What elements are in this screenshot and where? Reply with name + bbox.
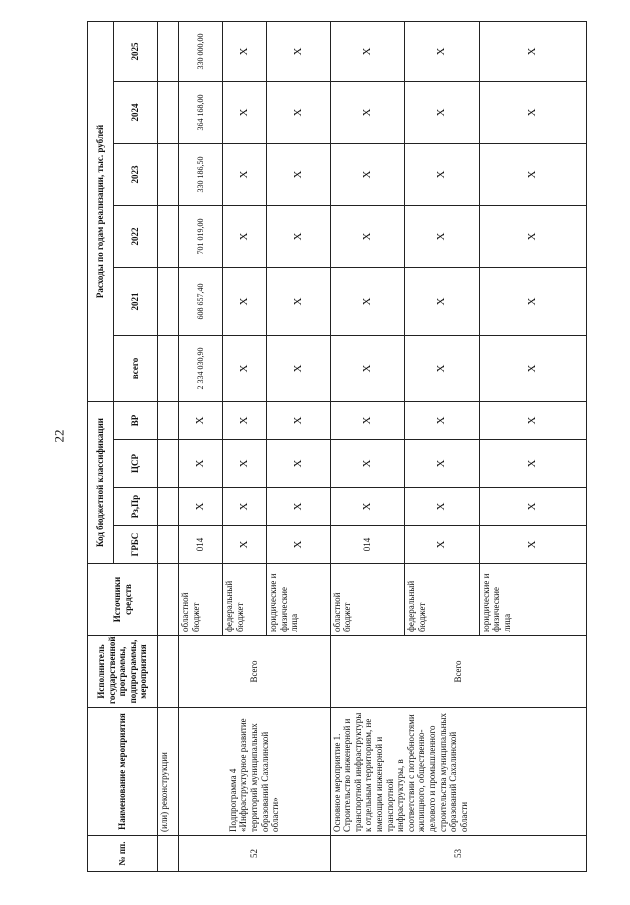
measure-name: Основное мероприятие 1. Строительство инженерной и транспортной инфраструктуры к отдельным территориям, не имеющим инженерной и транспортной инфраструктуры, в соответствии с потребностями жилищного, общественно-делового и промышленного строительства муниципальных образований Сахалинской области (330, 708, 587, 836)
total: Х (267, 335, 330, 401)
source: областной бюджет (330, 564, 405, 636)
continuation-name: (или) реконструкции (158, 708, 179, 836)
y2021: 608 657,40 (179, 267, 223, 335)
y2021: Х (405, 267, 480, 335)
y2024: Х (405, 81, 480, 143)
y2025: Х (479, 21, 586, 81)
csr: Х (405, 440, 480, 488)
y2024: Х (330, 81, 405, 143)
y2022: Х (267, 205, 330, 267)
header-budget-code: Код бюджетной классификации (88, 401, 114, 563)
y2021: Х (267, 267, 330, 335)
csr: Х (179, 440, 223, 488)
rzpr: Х (330, 488, 405, 526)
header-source: Источники средств (88, 564, 158, 636)
y2021: Х (223, 267, 267, 335)
source: юридические и физические лица (479, 564, 586, 636)
header-2024: 2024 (114, 81, 158, 143)
y2023: Х (330, 143, 405, 205)
header-2025: 2025 (114, 21, 158, 81)
y2021: Х (479, 267, 586, 335)
rzpr: Х (405, 488, 480, 526)
y2023: Х (223, 143, 267, 205)
source: юридические и физические лица (267, 564, 330, 636)
total: Х (223, 335, 267, 401)
rzpr: Х (267, 488, 330, 526)
y2022: Х (330, 205, 405, 267)
rzpr: Х (479, 488, 586, 526)
total: Х (405, 335, 480, 401)
y2024: 364 168,00 (179, 81, 223, 143)
source: федеральный бюджет (223, 564, 267, 636)
header-2022: 2022 (114, 205, 158, 267)
header-grbs: ГРБС (114, 526, 158, 564)
header-name: Наименование мероприятия (88, 708, 158, 836)
vr: Х (223, 401, 267, 439)
row-number: 53 (330, 836, 587, 872)
y2021: Х (330, 267, 405, 335)
y2023: 330 186,50 (179, 143, 223, 205)
rzpr: Х (179, 488, 223, 526)
grbs: Х (267, 526, 330, 564)
grbs: 014 (330, 526, 405, 564)
budget-table (87, 21, 587, 872)
y2023: Х (479, 143, 586, 205)
csr: Х (330, 440, 405, 488)
y2024: Х (223, 81, 267, 143)
header-2021: 2021 (114, 267, 158, 335)
y2025: Х (267, 21, 330, 81)
y2025: Х (223, 21, 267, 81)
y2022: Х (223, 205, 267, 267)
measure-name: Подпрограмма 4 «Инфраструктурное развитие территорий муниципальных образований Сахалинской области» (179, 708, 331, 836)
table-row (330, 21, 405, 871)
vr: Х (179, 401, 223, 439)
vr: Х (405, 401, 480, 439)
header-total: всего (114, 335, 158, 401)
page-number: 22 (51, 429, 67, 443)
total: Х (479, 335, 586, 401)
executor: Всего (179, 636, 331, 708)
header-csr: ЦСР (114, 440, 158, 488)
source: федеральный бюджет (405, 564, 480, 636)
header-no: № пп. (88, 836, 158, 872)
header-rzpr: Рз,Пр (114, 488, 158, 526)
vr: Х (267, 401, 330, 439)
grbs: Х (223, 526, 267, 564)
table-row (179, 21, 223, 871)
y2025: Х (330, 21, 405, 81)
total: Х (330, 335, 405, 401)
y2025: 330 000,00 (179, 21, 223, 81)
vr: Х (479, 401, 586, 439)
csr: Х (479, 440, 586, 488)
rotated-table-wrapper (87, 32, 587, 872)
rzpr: Х (223, 488, 267, 526)
total: 2 334 030,90 (179, 335, 223, 401)
table-row (158, 21, 179, 871)
y2023: Х (267, 143, 330, 205)
grbs: Х (479, 526, 586, 564)
grbs: 014 (179, 526, 223, 564)
csr: Х (267, 440, 330, 488)
y2025: Х (405, 21, 480, 81)
y2022: Х (479, 205, 586, 267)
y2022: Х (405, 205, 480, 267)
row-number: 52 (179, 836, 331, 872)
y2024: Х (479, 81, 586, 143)
header-2023: 2023 (114, 143, 158, 205)
csr: Х (223, 440, 267, 488)
executor: Всего (330, 636, 587, 708)
y2022: 701 019,00 (179, 205, 223, 267)
header-vr: ВР (114, 401, 158, 439)
y2024: Х (267, 81, 330, 143)
y2023: Х (405, 143, 480, 205)
source: областной бюджет (179, 564, 223, 636)
header-expenses: Расходы по годам реализации, тыс. рублей (88, 21, 114, 401)
grbs: Х (405, 526, 480, 564)
header-executor: Исполнитель государственной программы, подпрограммы, мероприятия (88, 636, 158, 708)
vr: Х (330, 401, 405, 439)
